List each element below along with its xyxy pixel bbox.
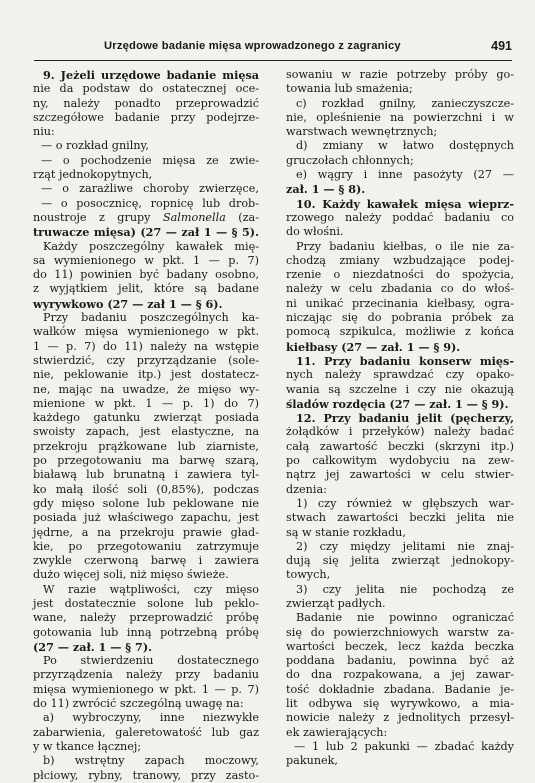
text-line: rzowego należy poddać badaniu co (286, 210, 514, 224)
text-line: niu: (33, 125, 55, 139)
text-line: nie, peklowanie itp.) jest dostatecz- (33, 368, 259, 382)
text-line: pakunek, (286, 754, 338, 768)
text-line: wartości beczek, lecz każda beczka (286, 639, 514, 653)
text-line: — o posocznicę, ropnicę lub drob- (41, 196, 259, 210)
text-line: posiada już właściwego zapachu, jest (33, 511, 259, 525)
text-line: 12. Przy badaniu jelit (pęcherzy, (296, 411, 514, 426)
text-line: e) wągry i inne pasożyty (27 — (296, 168, 514, 182)
text-line: 10. Każdy kawałek mięsa wieprz- (296, 196, 514, 211)
text-line: kiełbasy (27 — zał. 1 — § 9). (286, 339, 461, 354)
text-line: noustroje z grupy Salmonella (za- (33, 210, 259, 224)
text-line: mięsa wymienionego w pkt. 1 — p. 7) (33, 682, 259, 696)
text-line: nowicie należy z jednolitych przesył- (286, 711, 514, 725)
text-line: do włośni. (286, 225, 344, 239)
text-line: nie da podstaw do ostatecznej oce- (33, 82, 259, 96)
text-line: sa wymienionego w pkt. 1 — p. 7) (33, 253, 259, 267)
right-column (286, 68, 514, 769)
text-line: sowaniu w razie potrzeby próby go- (286, 68, 514, 81)
text-line: Po stwierdzeniu dostatecznego (43, 654, 259, 668)
page-number: 491 (491, 39, 512, 53)
text-line: 9. Jeżeli urzędowe badanie mięsa (43, 68, 259, 82)
text-line: przyrządzenia należy przy badaniu (33, 668, 259, 682)
text-line: stwierdzić, czy przyrządzanie (sole- (33, 353, 259, 367)
text-line: dużo więcej soli, niż mięso świeże. (33, 568, 229, 582)
text-line: do dna rozpakowana, a jej zawar- (286, 668, 514, 682)
text-line: zwykle czerwoną barwę i zawiera (33, 554, 259, 568)
text-line: przekroju prążkowane lub ziarniste, (33, 439, 259, 453)
text-line: wania są szczelne i czy nie okazują (286, 382, 514, 396)
text-line: gdy mięso solone lub peklowane nie (33, 496, 259, 510)
text-line: szczegółowe badanie przy podejrze- (33, 110, 259, 124)
text-line: wałków mięsa wymienionego w pkt. (33, 325, 259, 339)
text-line: kie, po przegotowaniu zatrzymuje (33, 539, 259, 553)
text-line: nie, opleśnienie na powierzchni i w (286, 110, 514, 124)
text-line: — o zarażliwe choroby zwierzęce, (41, 182, 259, 196)
text-line: poddana badaniu, powinna być aż (286, 654, 514, 668)
text-line: gruczołach chłonnych; (286, 153, 414, 167)
text-line: nątrz jej zawartości w celu stwier- (286, 468, 514, 482)
text-line: Przy badaniu kiełbas, o ile nie za- (296, 239, 514, 253)
text-line: pomocą szpikulca, możliwie z końca (286, 325, 514, 339)
text-line: rzenie o niezdatności do spożycia, (286, 268, 514, 282)
text-line: Przy badaniu poszczególnych ka- (43, 311, 259, 325)
text-line: całą zawartość beczki (skrzyni itp.) (286, 439, 514, 453)
text-line: ne, mając na uwadze, że mięso wy- (33, 382, 259, 396)
text-line: jest dostatecznie solone lub peklo- (33, 596, 259, 610)
left-column (33, 68, 259, 783)
text-line: — o pochodzenie mięsa ze zwie- (41, 153, 259, 167)
text-line: towych, (286, 568, 331, 582)
text-line: Badanie nie powinno ograniczać (296, 611, 514, 625)
text-line: W razie wątpliwości, czy mięso (43, 582, 259, 596)
text-line: należy w celu zbadania co do włoś- (286, 282, 514, 296)
text-line: towania lub smażenia; (286, 82, 413, 96)
text-line: jędrne, a na przekroju prawie gład- (33, 525, 259, 539)
text-line: truwacze mięsa) (27 — zał 1 — § 5). (33, 225, 259, 240)
text-line: są w stanie rozkładu, (286, 525, 406, 539)
text-line: stwach zawartości beczki jelita nie (286, 511, 514, 525)
text-line: tość dokładnie zbadana. Badanie je- (286, 682, 514, 696)
text-line: ko małą ilość soli (0,85%), podczas (33, 482, 259, 496)
text-line: swoisty zapach, jest elastyczne, na (33, 425, 259, 439)
text-line: do 11) zwrócić szczególną uwagę na: (33, 697, 244, 711)
text-line: — 1 lub 2 pakunki — zbadać każdy (294, 739, 514, 753)
text-line: c) rozkład gnilny, zanieczyszcze- (296, 96, 514, 110)
text-line: po całkowitym wydobyciu na zew- (286, 454, 514, 468)
text-line: 2) czy między jelitami nie znaj- (296, 539, 514, 553)
text-line: nych należy sprawdzać czy opako- (286, 368, 514, 382)
text-line: mienione w pkt. 1 — p. 1) do 7) (33, 396, 259, 410)
text-line: a) wybroczyny, inne niezwykłe (43, 711, 259, 725)
text-line: wane, należy przeprowadzić próbę (33, 611, 259, 625)
text-line: zabarwienia, galeretowatość lub gaz (33, 725, 259, 739)
text-line: dują się jelita zwierząt jednokopy- (286, 554, 514, 568)
text-line: ek zawierających: (286, 725, 388, 739)
text-line: 1 — p. 7) do 11) należy na wstępie (33, 339, 259, 353)
text-line: warstwach wewnętrznych; (286, 125, 438, 139)
text-line: śladów rozdęcia (27 — zał. 1 — § 9). (286, 396, 509, 411)
text-line: lit odbywa się wyrywkowo, a mia- (286, 697, 514, 711)
text-line: wyrywkowo (27 — zał 1 — § 6). (33, 296, 223, 311)
text-line: Każdy poszczególny kawałek mię- (43, 239, 259, 253)
text-line: białawą lub brunatną i zawiera tyl- (33, 468, 259, 482)
text-line: ny, należy ponadto przeprowadzić (33, 96, 259, 110)
text-line: 3) czy jelita nie pochodzą ze (296, 582, 514, 596)
text-line: (27 — zał. 1 — § 7). (33, 639, 153, 654)
text-line: zwierząt padłych. (286, 596, 386, 610)
text-line: do 11) powinien być badany osobno, (33, 268, 259, 282)
text-line: y w tkance łącznej; (33, 739, 142, 753)
text-line: 1) czy również w głębszych war- (296, 496, 514, 510)
text-line: rząt jednokopytnych, (33, 168, 153, 182)
text-line: dzenia: (286, 482, 327, 496)
text-line: 11. Przy badaniu konserw mięs- (296, 353, 514, 368)
text-line: się do powierzchniowych warstw za- (286, 625, 514, 639)
text-line: żołądków i przełyków) należy badać (286, 425, 514, 439)
header-rule (34, 60, 512, 61)
text-line: każdego gatunku zwierząt posiada (33, 411, 259, 425)
text-line: chodzą zmiany wzbudzające podej- (286, 253, 514, 267)
page-header (34, 38, 512, 58)
text-line: niczając się do pobrania próbek za (286, 311, 514, 325)
text-line: z wyjątkiem jelit, które są badane (33, 282, 259, 296)
text-line: płciowy, rybny, tranowy, przy zasto- (33, 768, 259, 782)
text-line: d) zmiany w łatwo dostępnych (296, 139, 514, 153)
text-line: gotowania lub inną potrzebną próbę (33, 625, 259, 639)
text-line: b) wstrętny zapach moczowy, (43, 754, 259, 768)
text-line: ni unikać przecinania kiełbasy, ogra- (286, 296, 514, 310)
text-line: po przegotowaniu ma barwę szarą, (33, 454, 259, 468)
text-line: — o rozkład gnilny, (41, 139, 149, 153)
text-line: zał. 1 — § 8). (286, 182, 366, 197)
running-title: Urzędowe badanie mięsa wprowadzonego z zagranicy (104, 40, 401, 52)
